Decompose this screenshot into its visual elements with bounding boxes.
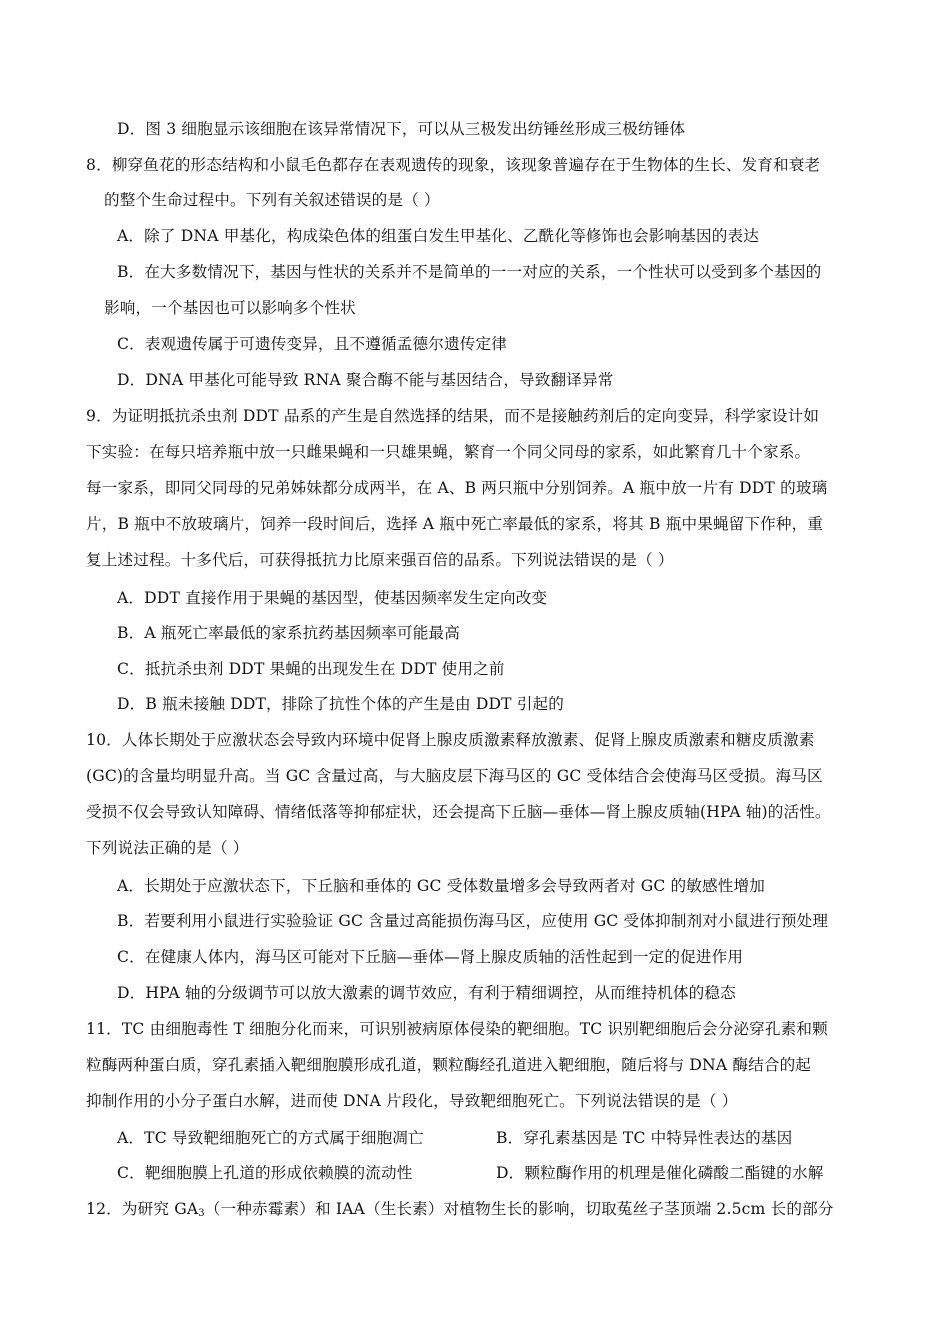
q8-option-d: D．DNA 甲基化可能导致 RNA 聚合酶不能与基因结合，导致翻译异常 [117,371,614,389]
q8-option-a: A．除了 DNA 甲基化，构成染色体的组蛋白发生甲基化、乙酰化等修饰也会影响基因的表达 [117,227,760,245]
q9-stem-line-2: 下实验：在每只培养瓶中放一只雌果蝇和一只雄果蝇，繁育一个同父同母的家系，如此繁育几十个家系。 [86,443,811,461]
q10-option-b: B．若要利用小鼠进行实验验证 GC 含量过高能损伤海马区，应使用 GC 受体抑制剂对小鼠进行预处理 [117,912,829,930]
q11-option-d: D．颗粒酶作用的机理是催化磷酸二酯键的水解 [496,1164,824,1182]
q12-stem-line-1 [86,1199,834,1224]
q8-stem-line-1: 8．柳穿鱼花的形态结构和小鼠毛色都存在表观遗传的现象，该现象普遍存在于生物体的生长、发育和衰老 [86,156,821,174]
q8-option-b-line-2: 影响，一个基因也可以影响多个性状 [104,299,356,317]
q12-stem-suffix: （一种赤霉素）和 IAA（生长素）对植物生长的影响，切取菟丝子茎顶端 2.5cm 长的部分 [204,1200,834,1218]
q10-stem-line-1: 10．人体长期处于应激状态会导致内环境中促肾上腺皮质激素释放激素、促肾上腺皮质激素和糖皮质激素 [86,731,815,749]
q10-option-d: D．HPA 轴的分级调节可以放大激素的调节效应，有利于精细调控，从而维持机体的稳态 [117,984,736,1002]
q9-stem-line-1: 9．为证明抵抗杀虫剂 DDT 品系的产生是自然选择的结果，而不是接触药剂后的定向变异，科学家设计如 [86,407,820,425]
q8-stem-line-2: 的整个生命过程中。下列有关叙述错误的是（ ） [104,191,440,209]
q10-stem-line-3: 受损不仅会导致认知障碍、情绪低落等抑郁症状，还会提高下丘脑—垂体—肾上腺皮质轴(HPA 轴)的活性。 [86,803,831,821]
q12-subscript: 3 [198,1208,205,1219]
q10-stem-line-4: 下列说法正确的是（ ） [86,839,249,857]
q9-stem-line-3: 每一家系，即同父同母的兄弟姊妹都分成两半，在 A、B 两只瓶中分别饲养。A 瓶中放一片有 DDT 的玻璃 [86,479,828,497]
q8-option-b-line-1: B．在大多数情况下，基因与性状的关系并不是简单的一一对应的关系，一个性状可以受到多个基因的 [117,263,822,281]
q9-option-b: B．A 瓶死亡率最低的家系抗药基因频率可能最高 [117,624,461,642]
q9-option-c: C．抵抗杀虫剂 DDT 果蝇的出现发生在 DDT 使用之前 [117,660,505,678]
q9-option-d: D．B 瓶未接触 DDT，排除了抗性个体的产生是由 DDT 引起的 [117,695,565,713]
q8-option-c: C．表观遗传属于可遗传变异，且不遵循孟德尔遗传定律 [117,335,507,353]
q10-option-c: C．在健康人体内，海马区可能对下丘脑—垂体—肾上腺皮质轴的活性起到一定的促进作用 [117,948,744,966]
q12-stem-prefix: 12．为研究 GA [86,1200,199,1218]
q9-option-a: A．DDT 直接作用于果蝇的基因型，使基因频率发生定向改变 [117,589,548,607]
q10-option-a: A．长期处于应激状态下，下丘脑和垂体的 GC 受体数量增多会导致两者对 GC 的敏感性增加 [117,877,765,895]
q9-stem-line-5: 复上述过程。十多代后，可获得抵抗力比原来强百倍的品系。下列说法错误的是（ ） [86,551,674,569]
q10-stem-line-2: (GC)的含量均明显升高。当 GC 含量过高，与大脑皮层下海马区的 GC 受体结合会使海马区受损。海马区 [86,767,823,785]
q11-stem-line-3: 抑制作用的小分子蛋白水解，进而使 DNA 片段化，导致靶细胞死亡。下列说法错误的是（ ） [86,1092,738,1110]
q11-option-b: B．穿孔素基因是 TC 中特异性表达的基因 [496,1129,793,1147]
q11-stem-line-2: 粒酶两种蛋白质，穿孔素插入靶细胞膜形成孔道，颗粒酶经孔道进入靶细胞，随后将与 DNA 酶结合的起 [86,1056,812,1074]
q11-stem-line-1: 11．TC 由细胞毒性 T 细胞分化而来，可识别被病原体侵染的靶细胞。TC 识别靶细胞后会分泌穿孔素和颗 [86,1020,828,1038]
q9-stem-line-4: 片，B 瓶中不放玻璃片，饲养一段时间后，选择 A 瓶中死亡率最低的家系，将其 B 瓶中果蝇留下作种，重 [86,515,824,533]
q7-option-d: D．图 3 细胞显示该细胞在该异常情况下，可以从三极发出纺锤丝形成三极纺锤体 [117,120,686,138]
q11-option-a: A．TC 导致靶细胞死亡的方式属于细胞凋亡 [117,1129,424,1147]
q11-option-c: C．靶细胞膜上孔道的形成依赖膜的流动性 [117,1164,413,1182]
